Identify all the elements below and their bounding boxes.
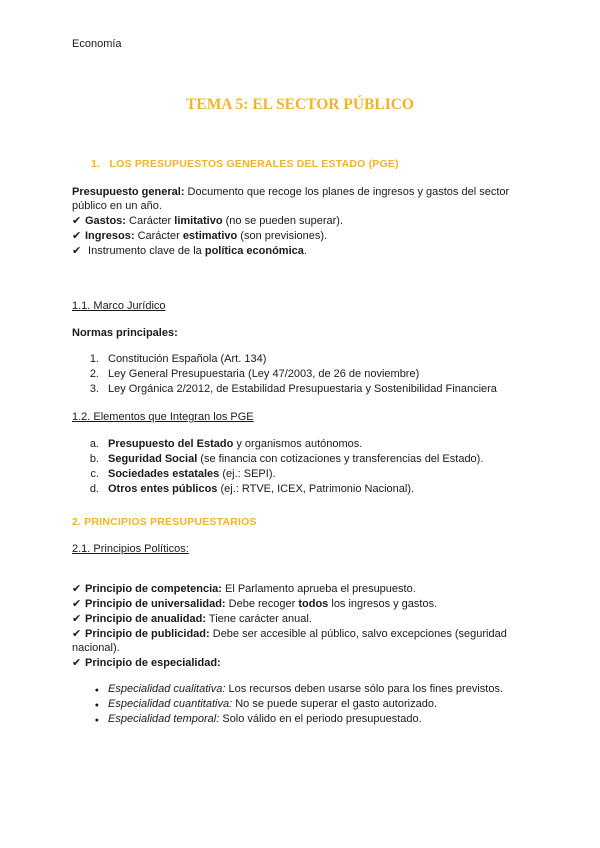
principio-especialidad: ✔ Principio de especialidad:	[72, 657, 221, 669]
principio-publicidad-cont: nacional).	[72, 642, 120, 654]
bullet-icon: ●	[94, 702, 99, 709]
principio-universalidad: ✔ Principio de universalidad: Debe recoger todos los ingresos y gastos.	[72, 598, 438, 610]
principio-competencia: ✔ Principio de competencia: El Parlamento aprueba el presupuesto.	[72, 583, 416, 595]
check-icon: ✔	[72, 657, 82, 669]
list-item: c. Sociedades estatales (ej.: SEPI).	[90, 468, 276, 480]
marco-juridico-heading: 1.1. Marco Jurídico	[72, 300, 166, 312]
check-icon: ✔	[72, 215, 82, 227]
elementos-heading: 1.2. Elementos que Integran los PGE	[72, 411, 254, 423]
principio-anualidad: ✔ Principio de anualidad: Tiene carácter anual.	[72, 613, 312, 625]
check-icon: ✔	[72, 628, 82, 640]
list-item: 1. Constitución Española (Art. 134)	[89, 353, 267, 365]
principio-publicidad: ✔ Principio de publicidad: Debe ser accesible al público, salvo excepciones (seguridad	[72, 628, 507, 640]
principios-politicos-heading: 2.1. Principios Políticos:	[72, 543, 189, 555]
bullet-icon: ●	[94, 717, 99, 724]
list-item: d. Otros entes públicos (ej.: RTVE, ICEX, Patrimonio Nacional).	[89, 483, 415, 495]
section-1-number: 1.	[91, 158, 101, 170]
gastos-line: ✔ Gastos: Carácter limitativo (no se pueden superar).	[72, 215, 344, 227]
page-title: TEMA 5: EL SECTOR PÚBLICO	[186, 96, 414, 113]
list-item: ● Especialidad temporal: Solo válido en el periodo presupuestado.	[63, 712, 422, 728]
list-item: 3. Ley Orgánica 2/2012, de Estabilidad Presupuestaria y Sostenibilidad Financiera	[89, 383, 497, 395]
check-icon: ✔	[72, 613, 82, 625]
normas-heading: Normas principales:	[72, 327, 178, 339]
document-header: Economía	[72, 38, 122, 50]
ingresos-line: ✔ Ingresos: Carácter estimativo (son previsiones).	[72, 230, 328, 242]
bullet-icon: ●	[94, 687, 99, 694]
list-item: b. Seguridad Social (se financia con cotizaciones y transferencias del Estado).	[89, 453, 484, 465]
check-icon: ✔	[72, 583, 82, 595]
definition-line-2: público en un año.	[72, 200, 162, 212]
section-2-heading: 2. PRINCIPIOS PRESUPUESTARIOS	[72, 516, 257, 528]
check-icon: ✔	[72, 598, 82, 610]
check-icon: ✔	[72, 230, 82, 242]
instrumento-line: ✔ Instrumento clave de la política económica.	[72, 245, 307, 257]
list-item: ● Especialidad cuantitativa: No se puede superar el gasto autorizado.	[63, 697, 437, 713]
list-item: 2. Ley General Presupuestaria (Ley 47/2003, de 26 de noviembre)	[89, 368, 420, 380]
section-1-title: LOS PRESUPUESTOS GENERALES DEL ESTADO (PGE)	[109, 158, 399, 170]
definition-line-1: Presupuesto general: Documento que recoge los planes de ingresos y gastos del sector	[72, 186, 510, 198]
list-item: a. Presupuesto del Estado y organismos autónomos.	[89, 438, 363, 450]
section-1-heading	[91, 157, 399, 171]
list-item: ● Especialidad cualitativa: Los recursos deben usarse sólo para los fines previstos.	[63, 682, 503, 698]
check-icon: ✔	[72, 245, 82, 257]
definition-term: Presupuesto general:	[72, 186, 185, 198]
